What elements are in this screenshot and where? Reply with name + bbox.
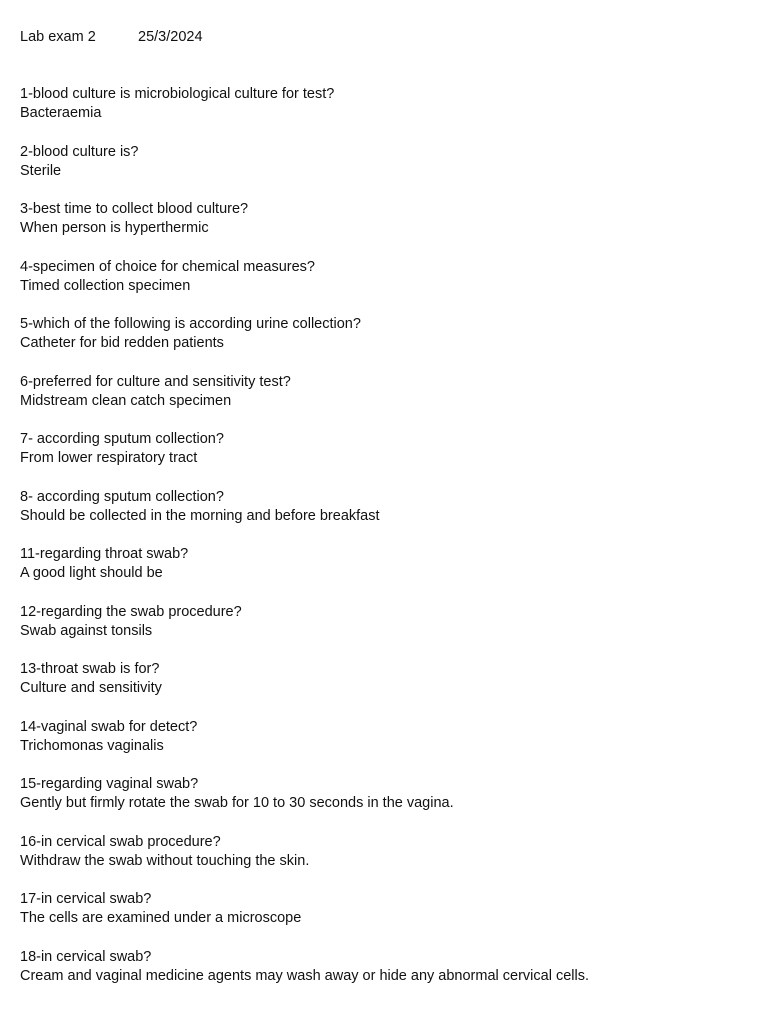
answer-text: Timed collection specimen (20, 277, 191, 294)
question-text: 15-regarding vaginal swab? (20, 776, 199, 792)
question-text: 17-in cervical swab? (20, 891, 152, 907)
qa-item (20, 833, 760, 871)
question-text: 12-regarding the swab procedure? (20, 603, 242, 620)
answer-text: Trichomonas vaginalis (20, 737, 164, 754)
question-text: 13-throat swab is for? (20, 661, 160, 677)
qa-item (20, 660, 760, 698)
qa-item (20, 603, 760, 641)
question-text: 4-specimen of choice for chemical measures? (20, 258, 315, 275)
document-page (20, 28, 760, 1005)
exam-date: 25/3/2024 (138, 29, 203, 45)
qa-item (20, 948, 760, 986)
question-text: 7- according sputum collection? (20, 431, 224, 447)
answer-text: When person is hyperthermic (20, 220, 209, 237)
question-text: 16-in cervical swab procedure? (20, 833, 221, 850)
question-text: 6-preferred for culture and sensitivity test? (20, 373, 291, 390)
document-header (20, 28, 760, 47)
answer-text: Culture and sensitivity (20, 680, 162, 697)
qa-item (20, 143, 760, 181)
question-list (20, 85, 760, 986)
answer-text: Swab against tonsils (20, 622, 153, 639)
qa-item (20, 718, 760, 756)
question-text: 18-in cervical swab? (20, 948, 152, 965)
question-text: 11-regarding throat swab? (20, 546, 189, 562)
answer-text: Gently but firmly rotate the swab for 10 to 30 seconds in the vagina. (20, 795, 454, 812)
question-text: 3-best time to collect blood culture? (20, 201, 249, 217)
question-text: 1-blood culture is microbiological culture for test? (20, 86, 335, 102)
answer-text: A good light should be (20, 565, 163, 582)
qa-item (20, 258, 760, 296)
answer-text: Withdraw the swab without touching the skin. (20, 852, 310, 869)
answer-text: Midstream clean catch specimen (20, 392, 232, 409)
question-text: 14-vaginal swab for detect? (20, 718, 198, 735)
answer-text: Catheter for bid redden patients (20, 335, 224, 352)
qa-item (20, 85, 760, 123)
qa-item (20, 315, 760, 353)
qa-item (20, 890, 760, 928)
answer-text: Cream and vaginal medicine agents may wash away or hide any abnormal cervical cells. (20, 967, 589, 984)
qa-item (20, 373, 760, 411)
answer-text: The cells are examined under a microscope (20, 910, 302, 927)
answer-text: Sterile (20, 162, 62, 179)
qa-item (20, 430, 760, 468)
answer-text: From lower respiratory tract (20, 450, 198, 467)
answer-text: Bacteraemia (20, 105, 102, 122)
question-text: 8- according sputum collection? (20, 488, 224, 505)
qa-item (20, 488, 760, 526)
exam-title: Lab exam 2 (20, 29, 96, 45)
question-text: 2-blood culture is? (20, 143, 139, 160)
qa-item (20, 200, 760, 238)
question-text: 5-which of the following is according urine collection? (20, 316, 361, 332)
qa-item (20, 775, 760, 813)
qa-item (20, 545, 760, 583)
answer-text: Should be collected in the morning and before breakfast (20, 507, 380, 524)
